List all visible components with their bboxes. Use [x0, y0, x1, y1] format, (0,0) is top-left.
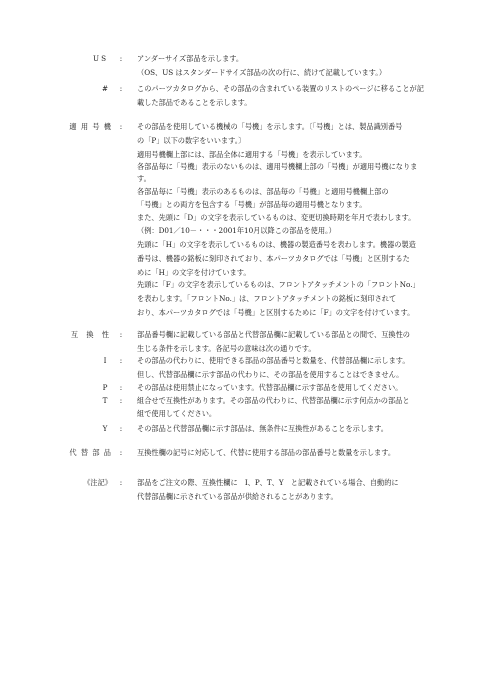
applicable-line-15: おり、本パーツカタログでは「号機」と区別するために「F」の文字を付けています。	[137, 308, 415, 317]
applicable-line-5: す。	[137, 174, 151, 183]
us-line-2: （OS、US はスタンダードサイズ部品の次の行に、続けて記載しています。）	[137, 68, 387, 77]
colon-i: :	[119, 356, 123, 365]
symbol-y-line-1: その部品と代替部品欄に示す部品は、無条件に互換性があることを示します。	[137, 424, 388, 433]
colon-y: :	[119, 424, 123, 433]
symbol-t: T	[102, 396, 108, 405]
applicable-line-7: 「号機」との両方を包含する「号機」が部品毎の適用号機となります。	[137, 200, 367, 209]
alternate-line-1: 互換性欄の記号に対応して、代替に使用する部品の部品番号と数量を示します。	[137, 448, 396, 457]
sharp-line-2: 載した部品であることを示します。	[137, 98, 252, 107]
term-note: 《注記》	[83, 478, 112, 487]
applicable-line-1: その部品を使用している機械の「号機」を示します。〔「号機」とは、製品識別番号	[137, 122, 403, 131]
symbol-i-line-2: 但し、代替部品欄に示す部品の代わりに、その部品を使用することはできません。	[137, 370, 404, 379]
colon-t: :	[119, 396, 123, 405]
term-alternate-parts: 代 替 部 品	[69, 448, 112, 457]
applicable-line-9: （例：D01／10－・・・2001年10月以降この部品を使用。）	[137, 226, 336, 235]
applicable-line-8: また、先頭に「D」の文字を表示しているものは、変更切換時期を年月で表わします。	[137, 213, 416, 222]
term-interchangeability: 互 換 性	[70, 330, 112, 339]
applicable-line-10: 先頭に「H」の文字を表示しているものは、機器の製造番号を表わします。機器の製造	[137, 240, 416, 249]
applicable-line-13: 先頭に「F」の文字を表示しているものは、フロントアタッチメントの「フロントNo.」	[137, 280, 420, 289]
colon-us: :	[119, 54, 123, 63]
colon-applicable: :	[119, 122, 123, 131]
applicable-line-11: 番号は、機器の銘板に刻印されており、本パーツカタログでは「号機」と区別するた	[137, 254, 410, 263]
colon-note: :	[119, 478, 123, 487]
us-line-1: アンダーサイズ部品を示します。	[137, 54, 244, 63]
term-applicable-units: 適 用 号 機	[69, 122, 112, 131]
symbol-p-line-1: その部品は使用禁止になっています。代替部品欄に示す部品を使用してください。	[137, 383, 403, 392]
applicable-line-14: を表わします。「フロントNo.」は、フロントアタッチメントの銘板に刻印されて	[137, 294, 397, 303]
note-line-2: 代替部品欄に示されている部品が供給されることがあります。	[137, 492, 338, 501]
colon-alternate: :	[119, 448, 123, 457]
applicable-line-2: の「P」以下の数字をいいます。〕	[137, 136, 246, 145]
applicable-line-4: 各部品毎に「号機」表示のないものは、適用号機欄上部の「号機」が適用号機になりま	[137, 162, 418, 171]
symbol-t-line-1: 組合せで互換性があります。その部品の代わりに、代替部品欄に示す何点かの部品と	[137, 396, 410, 405]
symbol-t-line-2: 組で使用してください。	[137, 409, 217, 418]
sharp-line-1: このパーツカタログから、その部品の含まれている装置のリストのページに移ることが記	[137, 84, 424, 93]
applicable-line-12: めに「H」の文字を付けています。	[137, 268, 251, 277]
colon-interchange: :	[119, 330, 123, 339]
colon-p: :	[119, 383, 123, 392]
symbol-i-line-1: その部品の代わりに、使用できる部品の部品番号と数量を、代替部品欄に示します。	[137, 356, 410, 365]
note-line-1: 部品をご注文の際、互換性欄に I、P、T、Y と記載されている場合、自動的に	[137, 478, 399, 487]
symbol-i: I	[103, 356, 107, 365]
term-us: US	[93, 54, 108, 63]
term-sharp: #	[101, 84, 108, 93]
symbol-y: Y	[102, 424, 108, 433]
symbol-p: P	[102, 383, 108, 392]
colon-sharp: :	[119, 84, 123, 93]
applicable-line-3: 適用号機欄上部には、部品全体に適用する「号機」を表示しています。	[137, 150, 367, 159]
interchange-line-2: 生じる条件を示します。各記号の意味は次の通りです。	[137, 344, 316, 353]
interchange-line-1: 部品番号欄に記載している部品と代替部品欄に記載している部品との間で、互換性の	[137, 330, 410, 339]
applicable-line-6: 各部品毎に「号機」表示のあるものは、部品毎の「号機」と適用号機欄上部の	[137, 187, 389, 196]
